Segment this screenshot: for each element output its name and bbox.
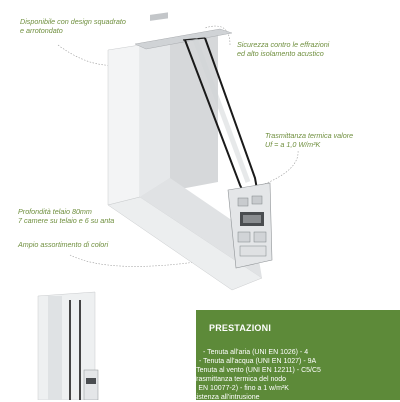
performance-item-6: - Resistenza all'intrusione [180,394,260,401]
performance-item-1: - Tenuta all'aria (UNI EN 1026) - 4 [203,349,309,356]
annotation-thermal-line-2: Uf = a 1,0 W/m²K [265,140,321,149]
annotation-thermal [265,131,353,149]
annotation-design [20,17,126,35]
performance-item-2: - Tenuta all'acqua (UNI EN 1027) - 9A [199,358,317,365]
annotation-depth-line-2: 7 camere su telaio e 6 su anta [18,216,115,225]
performance-item-5: (UNI EN 10077-2) - fino a 1 w/m²K [182,385,289,392]
annotation-security [237,40,329,58]
annotation-security-line-2: ed alto isolamento acustico [237,49,324,58]
performance-title: PRESTAZIONI [209,323,272,333]
performance-item-3: - Tenuta al vento (UNI EN 12211) - C5/C5 [192,367,321,374]
annotation-design-line-1: Disponibile con design squadrato [20,17,126,26]
annotation-depth [18,207,114,225]
annotation-colors [18,240,108,249]
annotation-security-line-1: Sicurezza contro le effrazioni [237,40,330,49]
annotation-colors-line-1: Ampio assortimento di colori [18,240,109,249]
performance-panel [180,310,400,401]
annotation-thermal-line-1: Trasmittanza termica valore [265,131,354,140]
annotation-depth-line-1: Profondità telaio 80mm [18,207,92,216]
performance-item-4: - Trasmittanza termica del nodo [188,376,287,383]
secondary-window-section [38,292,98,400]
annotation-design-line-2: e arrotondato [20,26,63,35]
